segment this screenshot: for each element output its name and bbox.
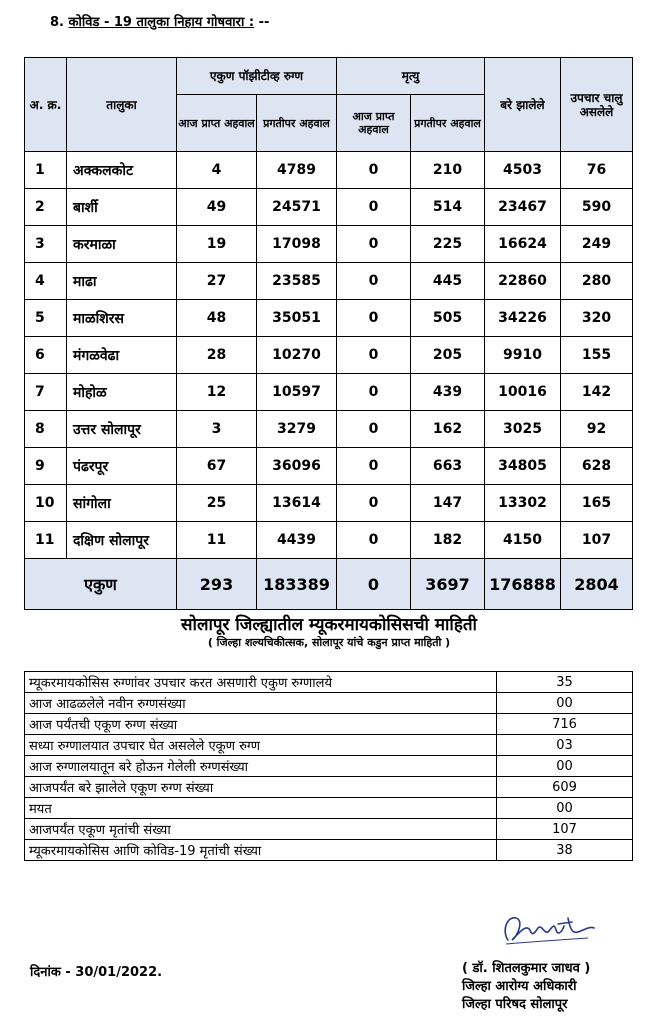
cell-taluka: उत्तर सोलापूर [67, 411, 177, 448]
total-label: एकुण [25, 559, 177, 610]
list-item [25, 672, 633, 693]
cell-active: 142 [561, 374, 633, 411]
list-item [25, 735, 633, 756]
cell-death-today: 0 [337, 226, 411, 263]
total-death-today: 0 [337, 559, 411, 610]
cell-sr: 11 [25, 522, 67, 559]
cell-death-cum: 225 [411, 226, 485, 263]
list-item [25, 840, 633, 861]
cell-sr: 3 [25, 226, 67, 263]
cell-pos-today: 3 [177, 411, 257, 448]
section-title: कोविड - 19 तालुका निहाय गोषवारा : [68, 15, 255, 30]
header-active: उपचार चालु असलेले [561, 58, 633, 152]
cell-death-today: 0 [337, 189, 411, 226]
mucor-value: 716 [497, 714, 633, 735]
cell-death-today: 0 [337, 522, 411, 559]
officer-designation: जिल्हा आरोग्य अधिकारी [462, 979, 577, 994]
cell-pos-today: 12 [177, 374, 257, 411]
cell-death-cum: 182 [411, 522, 485, 559]
cell-recovered: 4503 [485, 152, 561, 189]
total-recovered: 176888 [485, 559, 561, 610]
cell-pos-today: 4 [177, 152, 257, 189]
table-row [25, 374, 633, 411]
cell-active: 76 [561, 152, 633, 189]
cell-recovered: 13302 [485, 485, 561, 522]
header-deaths: मृत्यु [337, 58, 485, 95]
cell-pos-today: 28 [177, 337, 257, 374]
cell-recovered: 16624 [485, 226, 561, 263]
cell-death-today: 0 [337, 374, 411, 411]
officer-office: जिल्हा परिषद सोलापूर [462, 997, 568, 1012]
cell-death-today: 0 [337, 485, 411, 522]
cell-taluka: मंगळवेढा [67, 337, 177, 374]
cell-death-cum: 210 [411, 152, 485, 189]
cell-taluka: अक्कलकोट [67, 152, 177, 189]
cell-taluka: बार्शी [67, 189, 177, 226]
cell-death-today: 0 [337, 448, 411, 485]
cell-death-cum: 439 [411, 374, 485, 411]
mucor-value: 35 [497, 672, 633, 693]
total-active: 2804 [561, 559, 633, 610]
cell-active: 165 [561, 485, 633, 522]
cell-death-cum: 663 [411, 448, 485, 485]
mucor-value: 107 [497, 819, 633, 840]
mucor-rows [25, 672, 633, 861]
table-row [25, 485, 633, 522]
cell-pos-cum: 24571 [257, 189, 337, 226]
cell-active: 320 [561, 300, 633, 337]
cell-sr: 6 [25, 337, 67, 374]
cell-death-today: 0 [337, 300, 411, 337]
cell-active: 155 [561, 337, 633, 374]
cell-pos-cum: 17098 [257, 226, 337, 263]
cell-taluka: पंढरपूर [67, 448, 177, 485]
cell-pos-today: 48 [177, 300, 257, 337]
mucor-label: आज आढळलेले नवीन रुग्णसंख्या [25, 693, 497, 714]
cell-pos-today: 49 [177, 189, 257, 226]
table-row [25, 263, 633, 300]
cell-taluka: सांगोला [67, 485, 177, 522]
total-pos-cum: 183389 [257, 559, 337, 610]
table-row [25, 300, 633, 337]
cell-pos-today: 67 [177, 448, 257, 485]
cell-recovered: 23467 [485, 189, 561, 226]
cell-sr: 5 [25, 300, 67, 337]
table-row [25, 152, 633, 189]
mucor-label: म्यूकरमायकोसिस रुग्णांवर उपचार करत असणारी एकुण रुग्णालये [25, 672, 497, 693]
header-taluka: तालुका [67, 58, 177, 152]
table-row [25, 337, 633, 374]
report-date: दिनांक - 30/01/2022. [30, 965, 163, 980]
mucor-subtitle: ( जिल्हा शल्यचिकीत्सक, सोलापूर यांचे कडुन प्राप्त माहिती ) [207, 636, 451, 649]
total-death-cum: 3697 [411, 559, 485, 610]
cell-death-cum: 445 [411, 263, 485, 300]
cell-active: 590 [561, 189, 633, 226]
cell-death-cum: 205 [411, 337, 485, 374]
cell-taluka: दक्षिण सोलापूर [67, 522, 177, 559]
list-item [25, 714, 633, 735]
section-suffix: -- [254, 15, 270, 30]
header-positive-cumulative: प्रगतीपर अहवाल [257, 95, 337, 152]
cell-recovered: 10016 [485, 374, 561, 411]
list-item [25, 819, 633, 840]
cell-pos-today: 11 [177, 522, 257, 559]
cell-pos-cum: 4439 [257, 522, 337, 559]
cell-taluka: माढा [67, 263, 177, 300]
cell-sr: 7 [25, 374, 67, 411]
table-row [25, 448, 633, 485]
mucor-value: 00 [497, 693, 633, 714]
mucor-table [24, 671, 633, 861]
mucor-value: 00 [497, 756, 633, 777]
header-deaths-cumulative: प्रगतीपर अहवाल [411, 95, 485, 152]
cell-pos-today: 25 [177, 485, 257, 522]
mucor-value: 03 [497, 735, 633, 756]
cell-sr: 1 [25, 152, 67, 189]
cell-pos-cum: 23585 [257, 263, 337, 300]
list-item [25, 693, 633, 714]
list-item [25, 756, 633, 777]
cell-recovered: 22860 [485, 263, 561, 300]
total-pos-today: 293 [177, 559, 257, 610]
cell-death-cum: 514 [411, 189, 485, 226]
cell-death-today: 0 [337, 263, 411, 300]
list-item [25, 777, 633, 798]
cell-pos-today: 27 [177, 263, 257, 300]
header-positive: एकुण पॉझीटीव्ह रुग्ण [177, 58, 337, 95]
header-deaths-today: आज प्राप्त अहवाल [337, 95, 411, 152]
cell-pos-cum: 3279 [257, 411, 337, 448]
header-positive-today: आज प्राप्त अहवाल [177, 95, 257, 152]
cell-pos-cum: 10597 [257, 374, 337, 411]
cell-active: 107 [561, 522, 633, 559]
cell-death-today: 0 [337, 152, 411, 189]
cell-pos-cum: 4789 [257, 152, 337, 189]
cell-pos-today: 19 [177, 226, 257, 263]
cell-taluka: करमाळा [67, 226, 177, 263]
cell-active: 280 [561, 263, 633, 300]
mucor-label: आजपर्यंत बरे झालेले एकूण रुग्ण संख्या [25, 777, 497, 798]
cell-death-today: 0 [337, 411, 411, 448]
mucor-value: 609 [497, 777, 633, 798]
cell-pos-cum: 10270 [257, 337, 337, 374]
taluka-summary-table [24, 57, 633, 610]
mucor-label: मयत [25, 798, 497, 819]
officer-name: ( डॉ. शितलकुमार जाधव ) [462, 961, 591, 976]
cell-taluka: मोहोळ [67, 374, 177, 411]
mucor-value: 00 [497, 798, 633, 819]
signature [498, 910, 598, 950]
cell-recovered: 3025 [485, 411, 561, 448]
cell-sr: 9 [25, 448, 67, 485]
cell-recovered: 9910 [485, 337, 561, 374]
cell-death-today: 0 [337, 337, 411, 374]
cell-active: 92 [561, 411, 633, 448]
total-row [25, 559, 633, 610]
cell-death-cum: 147 [411, 485, 485, 522]
mucor-title: सोलापूर जिल्ह्यातील म्यूकरमायकोसिसची माहिती [181, 615, 477, 635]
cell-sr: 10 [25, 485, 67, 522]
table-row [25, 522, 633, 559]
signature-block [462, 960, 590, 1014]
section-number: 8. [50, 15, 64, 30]
header-recovered: बरे झालेले [485, 58, 561, 152]
table-row [25, 189, 633, 226]
cell-pos-cum: 13614 [257, 485, 337, 522]
cell-active: 249 [561, 226, 633, 263]
cell-death-cum: 162 [411, 411, 485, 448]
section-heading [50, 12, 269, 30]
cell-sr: 4 [25, 263, 67, 300]
cell-recovered: 34226 [485, 300, 561, 337]
table-row [25, 226, 633, 263]
table-row [25, 411, 633, 448]
header-sr: अ. क्र. [25, 58, 67, 152]
cell-active: 628 [561, 448, 633, 485]
cell-taluka: माळशिरस [67, 300, 177, 337]
cell-pos-cum: 35051 [257, 300, 337, 337]
cell-pos-cum: 36096 [257, 448, 337, 485]
taluka-rows [25, 152, 633, 559]
mucor-label: आज रुग्णालयातून बरे होऊन गेलेली रुग्णसंख्या [25, 756, 497, 777]
cell-recovered: 34805 [485, 448, 561, 485]
mucor-label: सध्या रुग्णालयात उपचार घेत असलेले एकूण रुग्ण [25, 735, 497, 756]
mucor-label: म्यूकरमायकोसिस आणि कोविड-19 मृतांची संख्या [25, 840, 497, 861]
cell-recovered: 4150 [485, 522, 561, 559]
cell-death-cum: 505 [411, 300, 485, 337]
cell-sr: 8 [25, 411, 67, 448]
cell-sr: 2 [25, 189, 67, 226]
mucor-value: 38 [497, 840, 633, 861]
mucor-label: आज पर्यंतची एकूण रुग्ण संख्या [25, 714, 497, 735]
mucor-label: आजपर्यंत एकूण मृतांची संख्या [25, 819, 497, 840]
list-item [25, 798, 633, 819]
